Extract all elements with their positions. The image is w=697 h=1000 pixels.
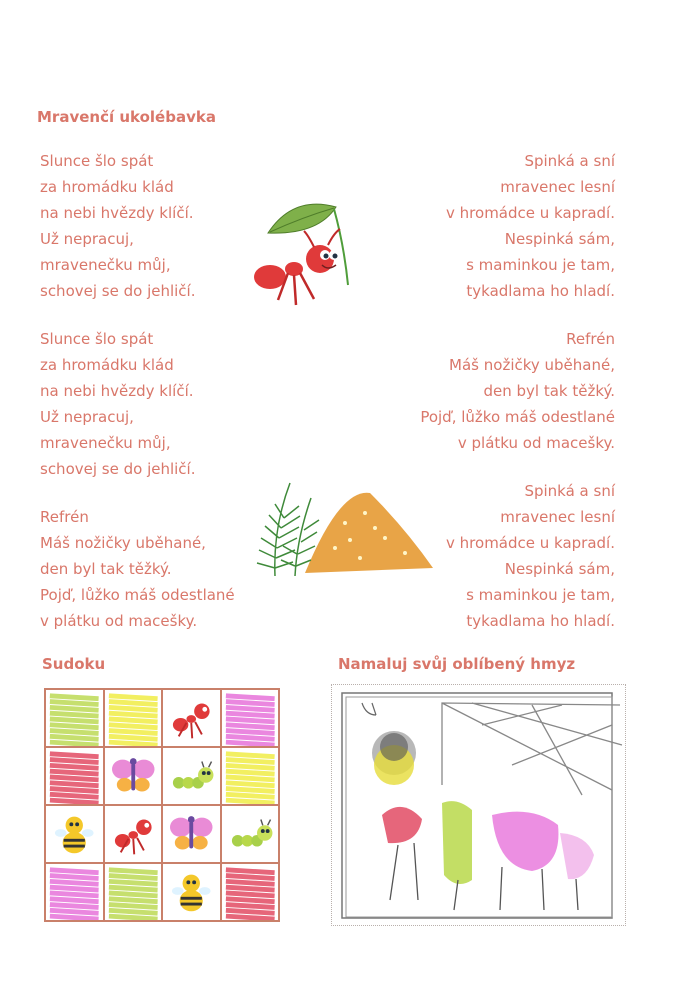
lyric-line: za hromádku klád [40,178,174,196]
sudoku-cell-bee[interactable] [45,805,104,863]
sudoku-cell-bee[interactable] [162,863,221,921]
lyric-line: Pojď, lůžko máš odestlané [40,586,235,604]
lyric-line: den byl tak těžký. [40,560,172,578]
sudoku-grid [44,688,280,922]
lyric-line: Refrén [566,330,615,348]
lyric-line: v hromádce u kapradí. [446,534,615,552]
crayon-fill [105,690,162,746]
lyric-line: Slunce šlo spát [40,152,154,170]
sudoku-cell-crayon-yellow[interactable] [104,689,163,747]
butterfly-icon [163,806,220,862]
lyric-line: mravenečku můj, [40,434,171,452]
sudoku-cell-butterfly[interactable] [162,805,221,863]
lyric-line: tykadlama ho hladí. [466,282,615,300]
sudoku-cell-crayon-yellow[interactable] [221,747,280,805]
crayon-fill [46,864,103,920]
right-stanza-2 [355,326,615,456]
sudoku-cell-crayon-green[interactable] [104,863,163,921]
crayon-fill [222,690,279,746]
lyric-line: tykadlama ho hladí. [466,612,615,630]
sudoku-title: Sudoku [42,655,106,673]
bee-icon [163,864,220,920]
left-stanza-3 [40,504,280,634]
lyric-line: v hromádce u kapradí. [446,204,615,222]
lyric-line: Pojď, lůžko máš odestlané [420,408,615,426]
lyric-line: Nespinká sám, [504,230,615,248]
crayon-fill [46,748,103,804]
butterfly-icon [105,748,162,804]
lyric-line: v plátku od macešky. [457,434,615,452]
song-title: Mravenčí ukolébavka [37,108,216,126]
sudoku-cell-ant[interactable] [104,805,163,863]
sudoku-cell-crayon-pink[interactable] [45,863,104,921]
lyric-line: den byl tak těžký. [483,382,615,400]
lyric-line: Nespinká sám, [504,560,615,578]
lyric-line: Už nepracuj, [40,408,134,426]
sudoku-cell-caterpillar[interactable] [221,805,280,863]
sudoku-cell-crayon-red[interactable] [45,747,104,805]
lyric-line: na nebi hvězdy klíčí. [40,382,194,400]
lyric-line: Spinká a sní [524,152,615,170]
lyric-line: na nebi hvězdy klíčí. [40,204,194,222]
sudoku-cell-crayon-green[interactable] [45,689,104,747]
child-insect-drawing [332,685,625,925]
sudoku-cell-ant[interactable] [162,689,221,747]
lyric-line: schovej se do jehličí. [40,282,196,300]
crayon-fill [46,690,103,746]
crayon-fill [105,864,162,920]
left-column [40,148,280,656]
lyric-line: za hromádku klád [40,356,174,374]
sudoku-cell-butterfly[interactable] [104,747,163,805]
lyric-line: mravenec lesní [500,178,615,196]
ant-icon [105,806,162,862]
lyric-line: Slunce šlo spát [40,330,154,348]
bee-icon [46,806,103,862]
caterpillar-icon [163,748,220,804]
lyric-line: mravenec lesní [500,508,615,526]
crayon-fill [222,748,279,804]
sudoku-cell-caterpillar[interactable] [162,747,221,805]
lyric-line: s maminkou je tam, [466,256,615,274]
lyric-line: Spinká a sní [524,482,615,500]
fern-and-needle-pile-illustration [245,478,435,578]
sudoku-cell-crayon-pink[interactable] [221,689,280,747]
lyric-line: Už nepracuj, [40,230,134,248]
right-column [355,148,615,656]
lyric-line: v plátku od macešky. [40,612,198,630]
right-stanza-1 [355,148,615,304]
lyric-line: Máš nožičky uběhané, [40,534,206,552]
crayon-fill [222,864,279,920]
lyric-line: Refrén [40,508,89,526]
left-stanza-2 [40,326,280,482]
left-stanza-1 [40,148,280,304]
lyric-line: schovej se do jehličí. [40,460,196,478]
drawing-title: Namaluj svůj oblíbený hmyz [338,655,576,673]
caterpillar-icon [222,806,279,862]
lyric-line: Máš nožičky uběhané, [449,356,615,374]
lyric-line: mravenečku můj, [40,256,171,274]
lyric-line: s maminkou je tam, [466,586,615,604]
sudoku-cell-crayon-red[interactable] [221,863,280,921]
ant-icon [163,690,220,746]
ant-with-leaf-illustration [248,195,358,315]
drawing-area[interactable] [331,684,626,926]
